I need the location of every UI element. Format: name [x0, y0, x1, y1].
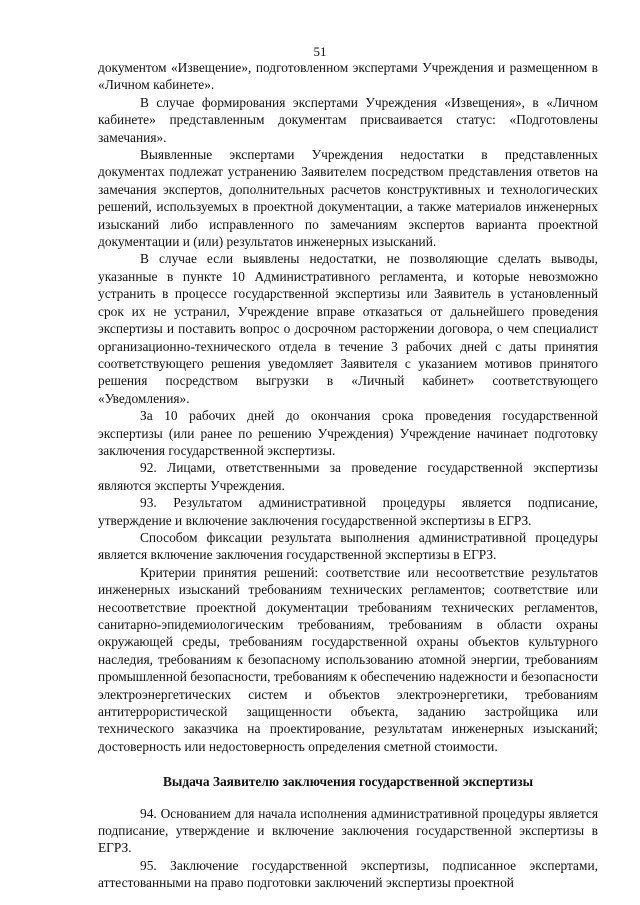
paragraph: В случае формирования экспертами Учреждения «Извещения», в «Личном кабинете» представленным документам присваивается статус: «Подготовлены замечания».: [98, 94, 598, 145]
paragraph: Критерии принятия решений: соответствие или несоответствие результатов инженерных изысканий требованиям технических регламентов; соответствие или несоответствие проектной документации требованиям технических регламентов, санитарно-эпидемиологическим требованиям, требованиям в области охраны окружающей среды, требованиям государственной охраны объектов культурного наследия, требованиям к безопасному использованию атомной энергии, требованиям промышленной безопасности, требованиям к обеспечению надежности и безопасности электроэнергетических систем и объектов электроэнергетики, требованиям антитеррористической защищенности объекта, заданию застройщика или технического заказчика на проектирование, результатам инженерных изысканий; достоверность или недостоверность определения сметной стоимости.: [98, 564, 598, 754]
page-number: 51: [313, 44, 327, 59]
document-body: [98, 59, 598, 892]
section-heading: Выдача Заявителю заключения государственной экспертизы: [162, 774, 534, 790]
paragraph: документом «Извещение», подготовленном экспертами Учреждения и размещенном в «Личном кабинете».: [98, 60, 598, 93]
paragraph: 95. Заключение государственной экспертизы, подписанное экспертами, аттестованными на право подготовки заключений экспертизы проектной: [98, 857, 598, 891]
paragraph: 92. Лицами, ответственными за проведение государственной экспертизы являются эксперты Учреждения.: [98, 460, 598, 493]
paragraph: Способом фиксации результата выполнения административной процедуры является включение заключения государственной экспертизы в ЕГРЗ.: [98, 529, 598, 563]
paragraph: Выявленные экспертами Учреждения недостатки в представленных документах подлежат устранению Заявителем посредством представления ответов на замечания экспертов, дополнительных расчетов конструктивных и технологических решений, используемых в проектной документации, а также материалов инженерных изысканий либо исправленного по замечаниям экспертов варианта проектной документации и (или) результатов инженерных изысканий.: [98, 147, 598, 250]
paragraph: В случае если выявлены недостатки, не позволяющие сделать выводы, указанные в пункте 10 Административного регламента, и которые невозможно устранить в процессе государственной экспертизы или Заявитель в установленный срок их не устранил, Учреждение вправе отказаться от дальнейшего проведения экспертизы и поставить вопрос о досрочном расторжении договора, о чем специалист организационно-технического отдела в течение 3 рабочих дней с даты принятия соответствующего решения уведомляет Заявителя с указанием мотивов принятого решения посредством выгрузки в «Личный кабинет» соответствующего «Уведомления».: [98, 251, 598, 406]
paragraph: 94. Основанием для начала исполнения административной процедуры является подписание, утверждение и включение заключения государственной экспертизы в ЕГРЗ.: [98, 805, 598, 856]
paragraph: 93. Результатом административной процедуры является подписание, утверждение и включение заключения государственной экспертизы в ЕГРЗ.: [98, 495, 598, 528]
paragraph: За 10 рабочих дней до окончания срока проведения государственной экспертизы (или ранее по решению Учреждения) Учреждение начинает подготовку заключения государственной экспертизы.: [98, 408, 598, 458]
